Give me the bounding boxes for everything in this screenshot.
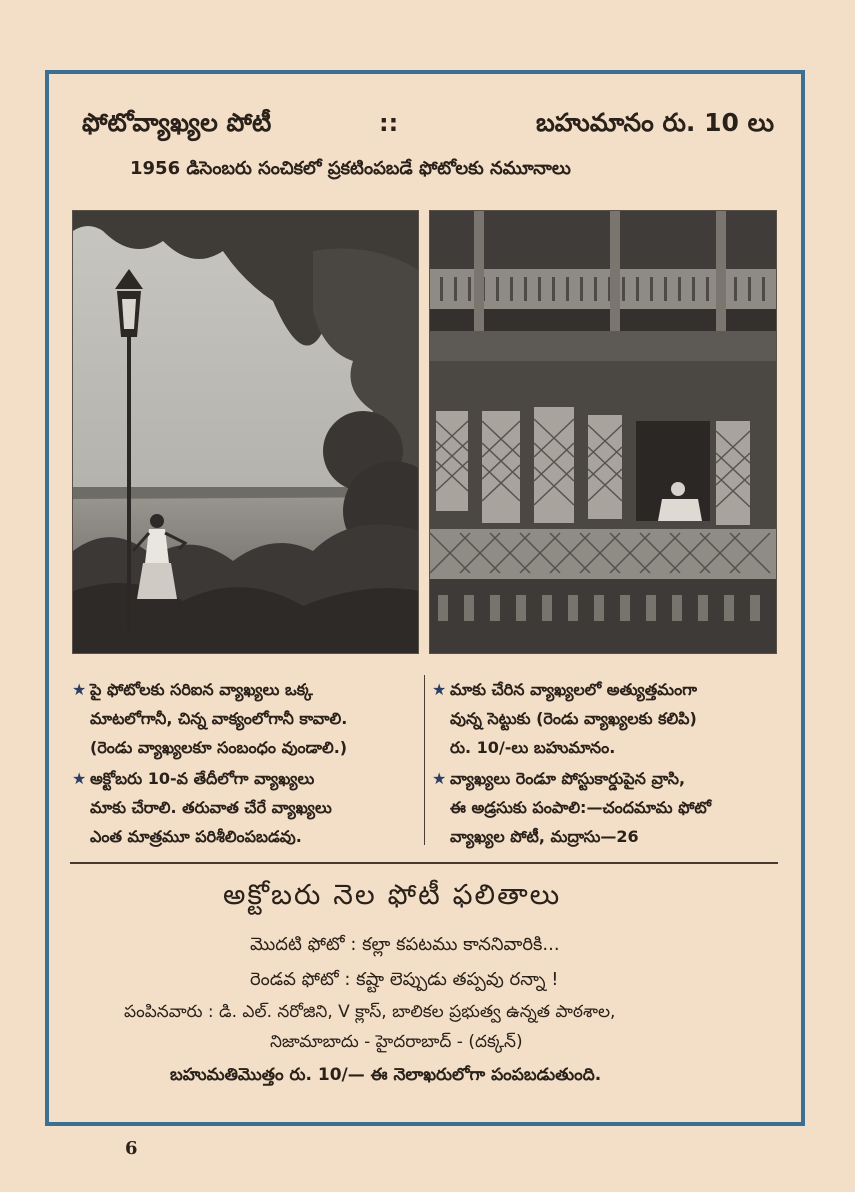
title-separator: :: bbox=[379, 109, 399, 137]
sample-photo-right-balcony bbox=[429, 210, 777, 654]
winner-location: నిజామాబాదు - హైదరాబాద్ - (దక్కన్) bbox=[270, 1032, 523, 1052]
rule-deadline: ★ అక్టోబరు 10-వ తేదీలోగా వ్యాఖ్యలు మాకు చేరాలి. తరువాత చేరే వ్యాఖ్యలు ఎంత మాత్రమూ పరిశీలింపబడవు. bbox=[72, 764, 420, 851]
rule-address: ★ వ్యాఖ్యలు రెండూ పోస్టుకార్డుపైన వ్రాసి, ఈ అడ్రసుకు పంపాలి:—చందమామ ఫోటో వ్యాఖ్యల పోటీ, మద్రాసు—26 bbox=[432, 764, 777, 851]
contest-title: ఫోటోవ్యాఖ్యల పోటీ bbox=[82, 108, 272, 137]
prize-note: బహుమతిమొత్తం రు. 10/— ఈ నెలాఖరులోగా పంపబడుతుంది. bbox=[170, 1065, 602, 1085]
rule-caption-requirement: ★ పై ఫోటోలకు సరిఐన వ్యాఖ్యలు ఒక్క మాటలోగానీ, చిన్న వాక్యంలోగానీ కావాలి. (రెండు వ్యాఖ్యలకూ సంబంధం వుండాలి.) bbox=[72, 675, 420, 762]
rules-left-column bbox=[72, 675, 420, 853]
sample-photo-left-lakeside bbox=[72, 210, 419, 654]
lakeside-photo-illustration bbox=[73, 211, 419, 654]
second-photo-winning-caption: రెండవ ఫోటో : కష్టా లెప్పుడు తప్పవు రన్నా ! bbox=[250, 969, 559, 990]
rule-prize: ★ మాకు చేరిన వ్యాఖ్యలలో అత్యుత్తమంగా వున్న సెట్టుకు (రెండు వ్యాఖ్యలకు కలిపి) రు. 10/-లు బహుమానం. bbox=[432, 675, 777, 762]
star-bullet-icon: ★ bbox=[432, 769, 447, 788]
star-bullet-icon: ★ bbox=[432, 680, 447, 699]
section-divider bbox=[70, 862, 778, 864]
balcony-photo-illustration bbox=[430, 211, 777, 654]
contest-rules bbox=[72, 675, 777, 850]
rules-right-column bbox=[432, 675, 777, 853]
results-title: అక్టోబరు నెల ఫోటీ ఫలితాలు bbox=[223, 878, 562, 911]
first-photo-winning-caption: మొదటి ఫోటో : కల్లా కపటము కాననివారికి... bbox=[250, 934, 560, 955]
page-number: 6 bbox=[125, 1138, 138, 1159]
contest-header bbox=[82, 108, 782, 148]
prize-amount-title: బహుమానం రు. 10 లు bbox=[535, 108, 774, 137]
rules-column-divider bbox=[424, 675, 425, 845]
winner-sender: పంపినవారు : డి. ఎల్. నరోజిని, V క్లాస్, బాలికల ప్రభుత్వ ఉన్నత పాఠశాల, bbox=[124, 1002, 616, 1022]
star-bullet-icon: ★ bbox=[72, 680, 87, 699]
star-bullet-icon: ★ bbox=[72, 769, 87, 788]
sample-photos-caption: 1956 డిసెంబరు సంచికలో ప్రకటింపబడే ఫోటోలకు నమూనాలు bbox=[130, 158, 571, 179]
